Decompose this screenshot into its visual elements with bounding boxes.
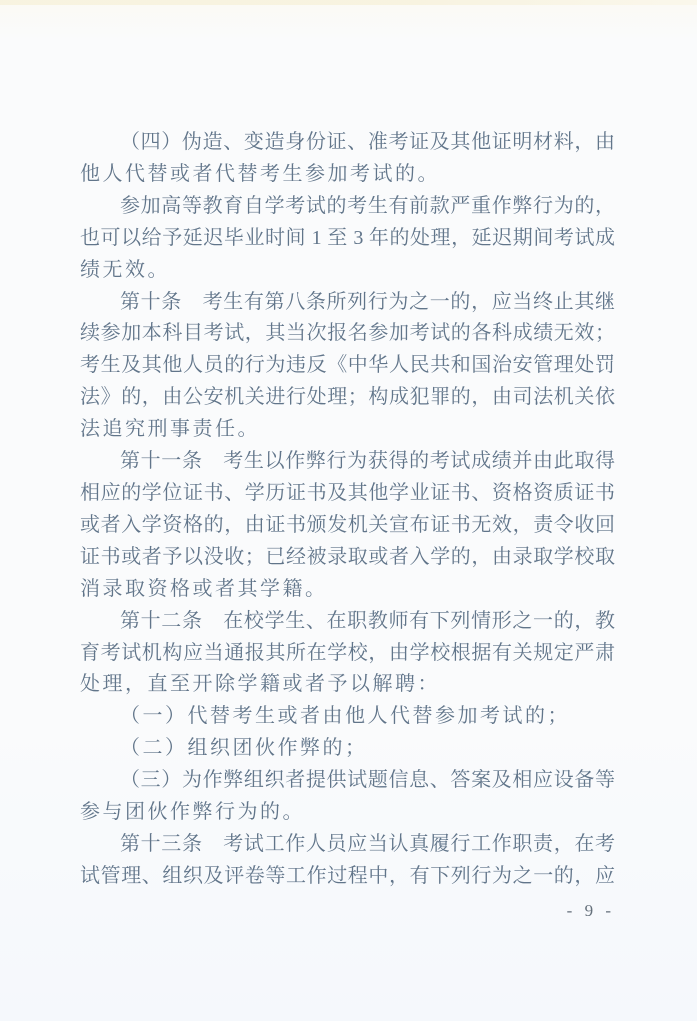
text-line: 或者入学资格的，由证书颁发机关宣布证书无效，责令收回 — [80, 513, 615, 536]
text-line: （三）为作弊组织者提供试题信息、答案及相应设备等 — [120, 769, 615, 792]
text-line: 第十条 考生有第八条所列行为之一的，应当终止其继 — [120, 290, 615, 313]
text-line: 参与团伙作弊行为的。 — [80, 801, 305, 824]
text-line: 也可以给予延迟毕业时间 1 至 3 年的处理，延迟期间考试成 — [80, 226, 615, 249]
text-line: 第十三条 考试工作人员应当认真履行工作职责，在考 — [120, 832, 615, 855]
text-line: 第十二条 在校学生、在职教师有下列情形之一的，教 — [120, 609, 615, 632]
text-line: 考生及其他人员的行为违反《中华人民共和国治安管理处罚 — [80, 354, 615, 377]
page-number: - 9 - — [566, 901, 615, 920]
text-line: 相应的学位证书、学历证书及其他学业证书、资格资质证书 — [80, 481, 615, 504]
text-line: （四）伪造、变造身份证、准考证及其他证明材料，由 — [120, 131, 615, 153]
scan-top-edge — [0, 0, 697, 5]
text-line: 绩无效。 — [80, 258, 170, 281]
text-line: 续参加本科目考试，其当次报名参加考试的各科成绩无效； — [80, 322, 615, 345]
text-block — [80, 127, 615, 893]
text-line: 育考试机构应当通报其所在学校，由学校根据有关规定严肃 — [80, 641, 615, 664]
text-line: 法》的，由公安机关进行处理；构成犯罪的，由司法机关依 — [80, 386, 615, 409]
text-line: 法追究刑事责任。 — [80, 418, 260, 441]
text-line: 他人代替或者代替考生参加考试的。 — [80, 162, 440, 185]
text-line: 证书或者予以没收；已经被录取或者入学的，由录取学校取 — [80, 545, 615, 568]
text-line: 消录取资格或者其学籍。 — [80, 577, 328, 600]
text-line: 参加高等教育自学考试的考生有前款严重作弊行为的， — [120, 194, 615, 217]
text-line: 处理，直至开除学籍或者予以解聘： — [80, 673, 440, 696]
text-line: （一）代替考生或者由他人代替参加考试的； — [120, 705, 570, 728]
text-line: （二）组织团伙作弊的； — [120, 737, 368, 760]
text-line: 第十一条 考生以作弊行为获得的考试成绩并由此取得 — [120, 450, 615, 473]
text-line: 试管理、组织及评卷等工作过程中，有下列行为之一的，应 — [80, 864, 615, 887]
